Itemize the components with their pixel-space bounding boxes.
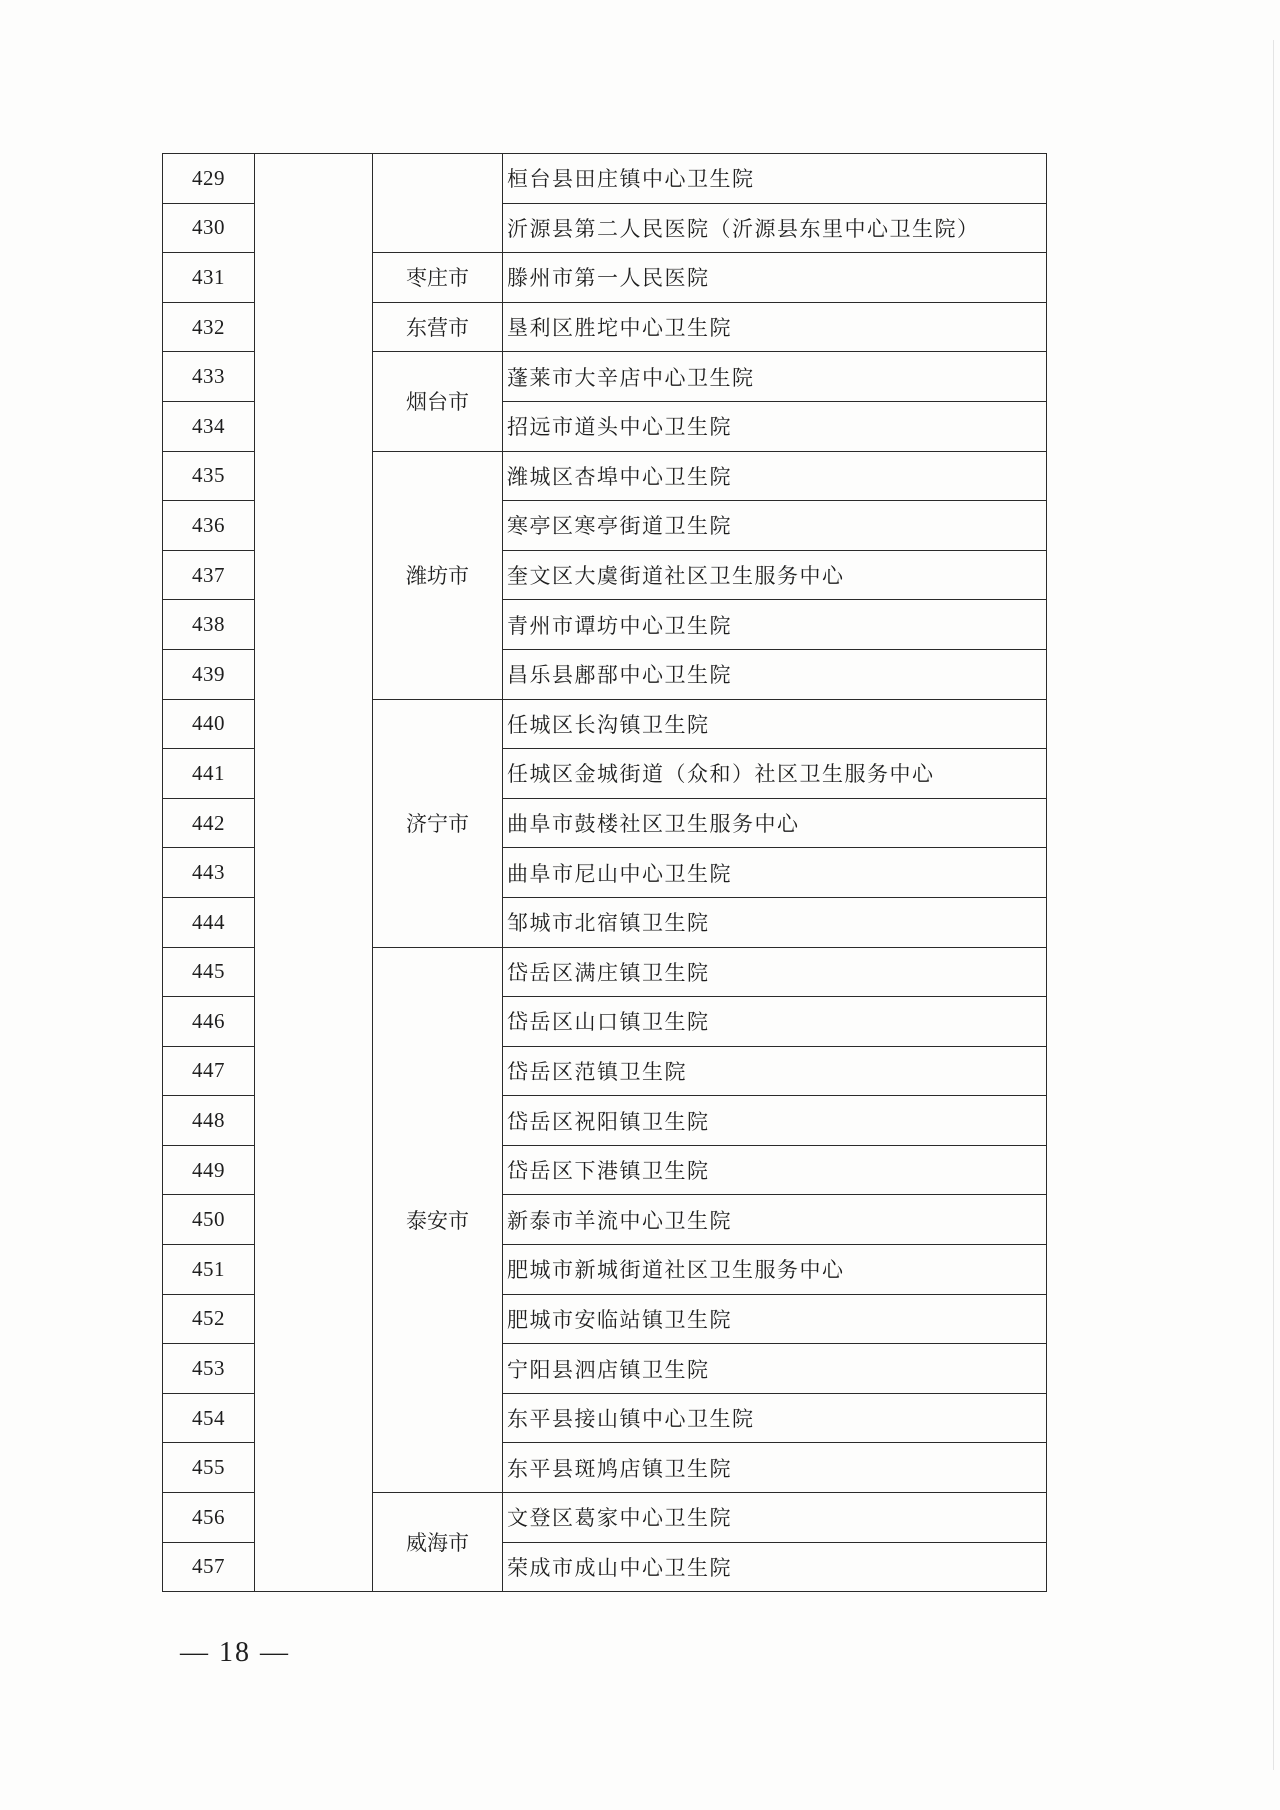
row-number: 436 (163, 501, 255, 551)
row-number: 451 (163, 1245, 255, 1295)
institution-name: 寒亭区寒亭街道卫生院 (503, 501, 1047, 551)
city-cell-dongying: 东营市 (373, 302, 503, 352)
institution-name: 招远市道头中心卫生院 (503, 401, 1047, 451)
institution-name: 岱岳区范镇卫生院 (503, 1046, 1047, 1096)
row-number: 431 (163, 253, 255, 303)
institution-name: 蓬莱市大辛店中心卫生院 (503, 352, 1047, 402)
row-number: 444 (163, 897, 255, 947)
row-number: 447 (163, 1046, 255, 1096)
hospital-list-table (162, 153, 1047, 1592)
institution-name: 任城区长沟镇卫生院 (503, 699, 1047, 749)
row-number: 452 (163, 1294, 255, 1344)
institution-name: 昌乐县鄌郚中心卫生院 (503, 649, 1047, 699)
institution-name: 岱岳区满庄镇卫生院 (503, 947, 1047, 997)
institution-name: 青州市谭坊中心卫生院 (503, 600, 1047, 650)
institution-name: 曲阜市鼓楼社区卫生服务中心 (503, 798, 1047, 848)
institution-name: 曲阜市尼山中心卫生院 (503, 848, 1047, 898)
institution-name: 文登区葛家中心卫生院 (503, 1493, 1047, 1543)
institution-name: 肥城市新城街道社区卫生服务中心 (503, 1245, 1047, 1295)
scan-edge-line (1273, 40, 1274, 1770)
institution-name: 宁阳县泗店镇卫生院 (503, 1344, 1047, 1394)
row-number: 438 (163, 600, 255, 650)
row-number: 442 (163, 798, 255, 848)
row-number: 449 (163, 1145, 255, 1195)
row-number: 437 (163, 550, 255, 600)
institution-name: 肥城市安临站镇卫生院 (503, 1294, 1047, 1344)
institution-name: 岱岳区祝阳镇卫生院 (503, 1096, 1047, 1146)
row-number: 457 (163, 1542, 255, 1592)
institution-name: 垦利区胜坨中心卫生院 (503, 302, 1047, 352)
city-cell-zaozhuang: 枣庄市 (373, 253, 503, 303)
city-cell-jining: 济宁市 (373, 699, 503, 947)
city-cell-weihai: 威海市 (373, 1493, 503, 1592)
institution-name: 岱岳区山口镇卫生院 (503, 997, 1047, 1047)
row-number: 440 (163, 699, 255, 749)
row-number: 450 (163, 1195, 255, 1245)
province-cell (255, 154, 373, 1592)
city-cell-weifang: 潍坊市 (373, 451, 503, 699)
row-number: 430 (163, 203, 255, 253)
city-cell-blank (373, 154, 503, 253)
row-number: 439 (163, 649, 255, 699)
page-number: — 18 — (180, 1637, 290, 1668)
row-number: 456 (163, 1493, 255, 1543)
institution-name: 邹城市北宿镇卫生院 (503, 897, 1047, 947)
institution-name: 荣成市成山中心卫生院 (503, 1542, 1047, 1592)
institution-name: 潍城区杏埠中心卫生院 (503, 451, 1047, 501)
institution-name: 新泰市羊流中心卫生院 (503, 1195, 1047, 1245)
city-cell-taian: 泰安市 (373, 947, 503, 1493)
institution-name: 东平县斑鸠店镇卫生院 (503, 1443, 1047, 1493)
row-number: 443 (163, 848, 255, 898)
institution-name: 奎文区大虞街道社区卫生服务中心 (503, 550, 1047, 600)
row-number: 429 (163, 154, 255, 204)
row-number: 446 (163, 997, 255, 1047)
institution-name: 沂源县第二人民医院（沂源县东里中心卫生院） (503, 203, 1047, 253)
row-number: 435 (163, 451, 255, 501)
institution-name: 任城区金城街道（众和）社区卫生服务中心 (503, 749, 1047, 799)
institution-name: 桓台县田庄镇中心卫生院 (503, 154, 1047, 204)
row-number: 432 (163, 302, 255, 352)
row-number: 455 (163, 1443, 255, 1493)
row-number: 448 (163, 1096, 255, 1146)
table-row (163, 154, 1047, 204)
row-number: 445 (163, 947, 255, 997)
institution-name: 东平县接山镇中心卫生院 (503, 1393, 1047, 1443)
row-number: 434 (163, 401, 255, 451)
row-number: 433 (163, 352, 255, 402)
row-number: 453 (163, 1344, 255, 1394)
institution-name: 岱岳区下港镇卫生院 (503, 1145, 1047, 1195)
row-number: 454 (163, 1393, 255, 1443)
institution-name: 滕州市第一人民医院 (503, 253, 1047, 303)
row-number: 441 (163, 749, 255, 799)
city-cell-yantai: 烟台市 (373, 352, 503, 451)
